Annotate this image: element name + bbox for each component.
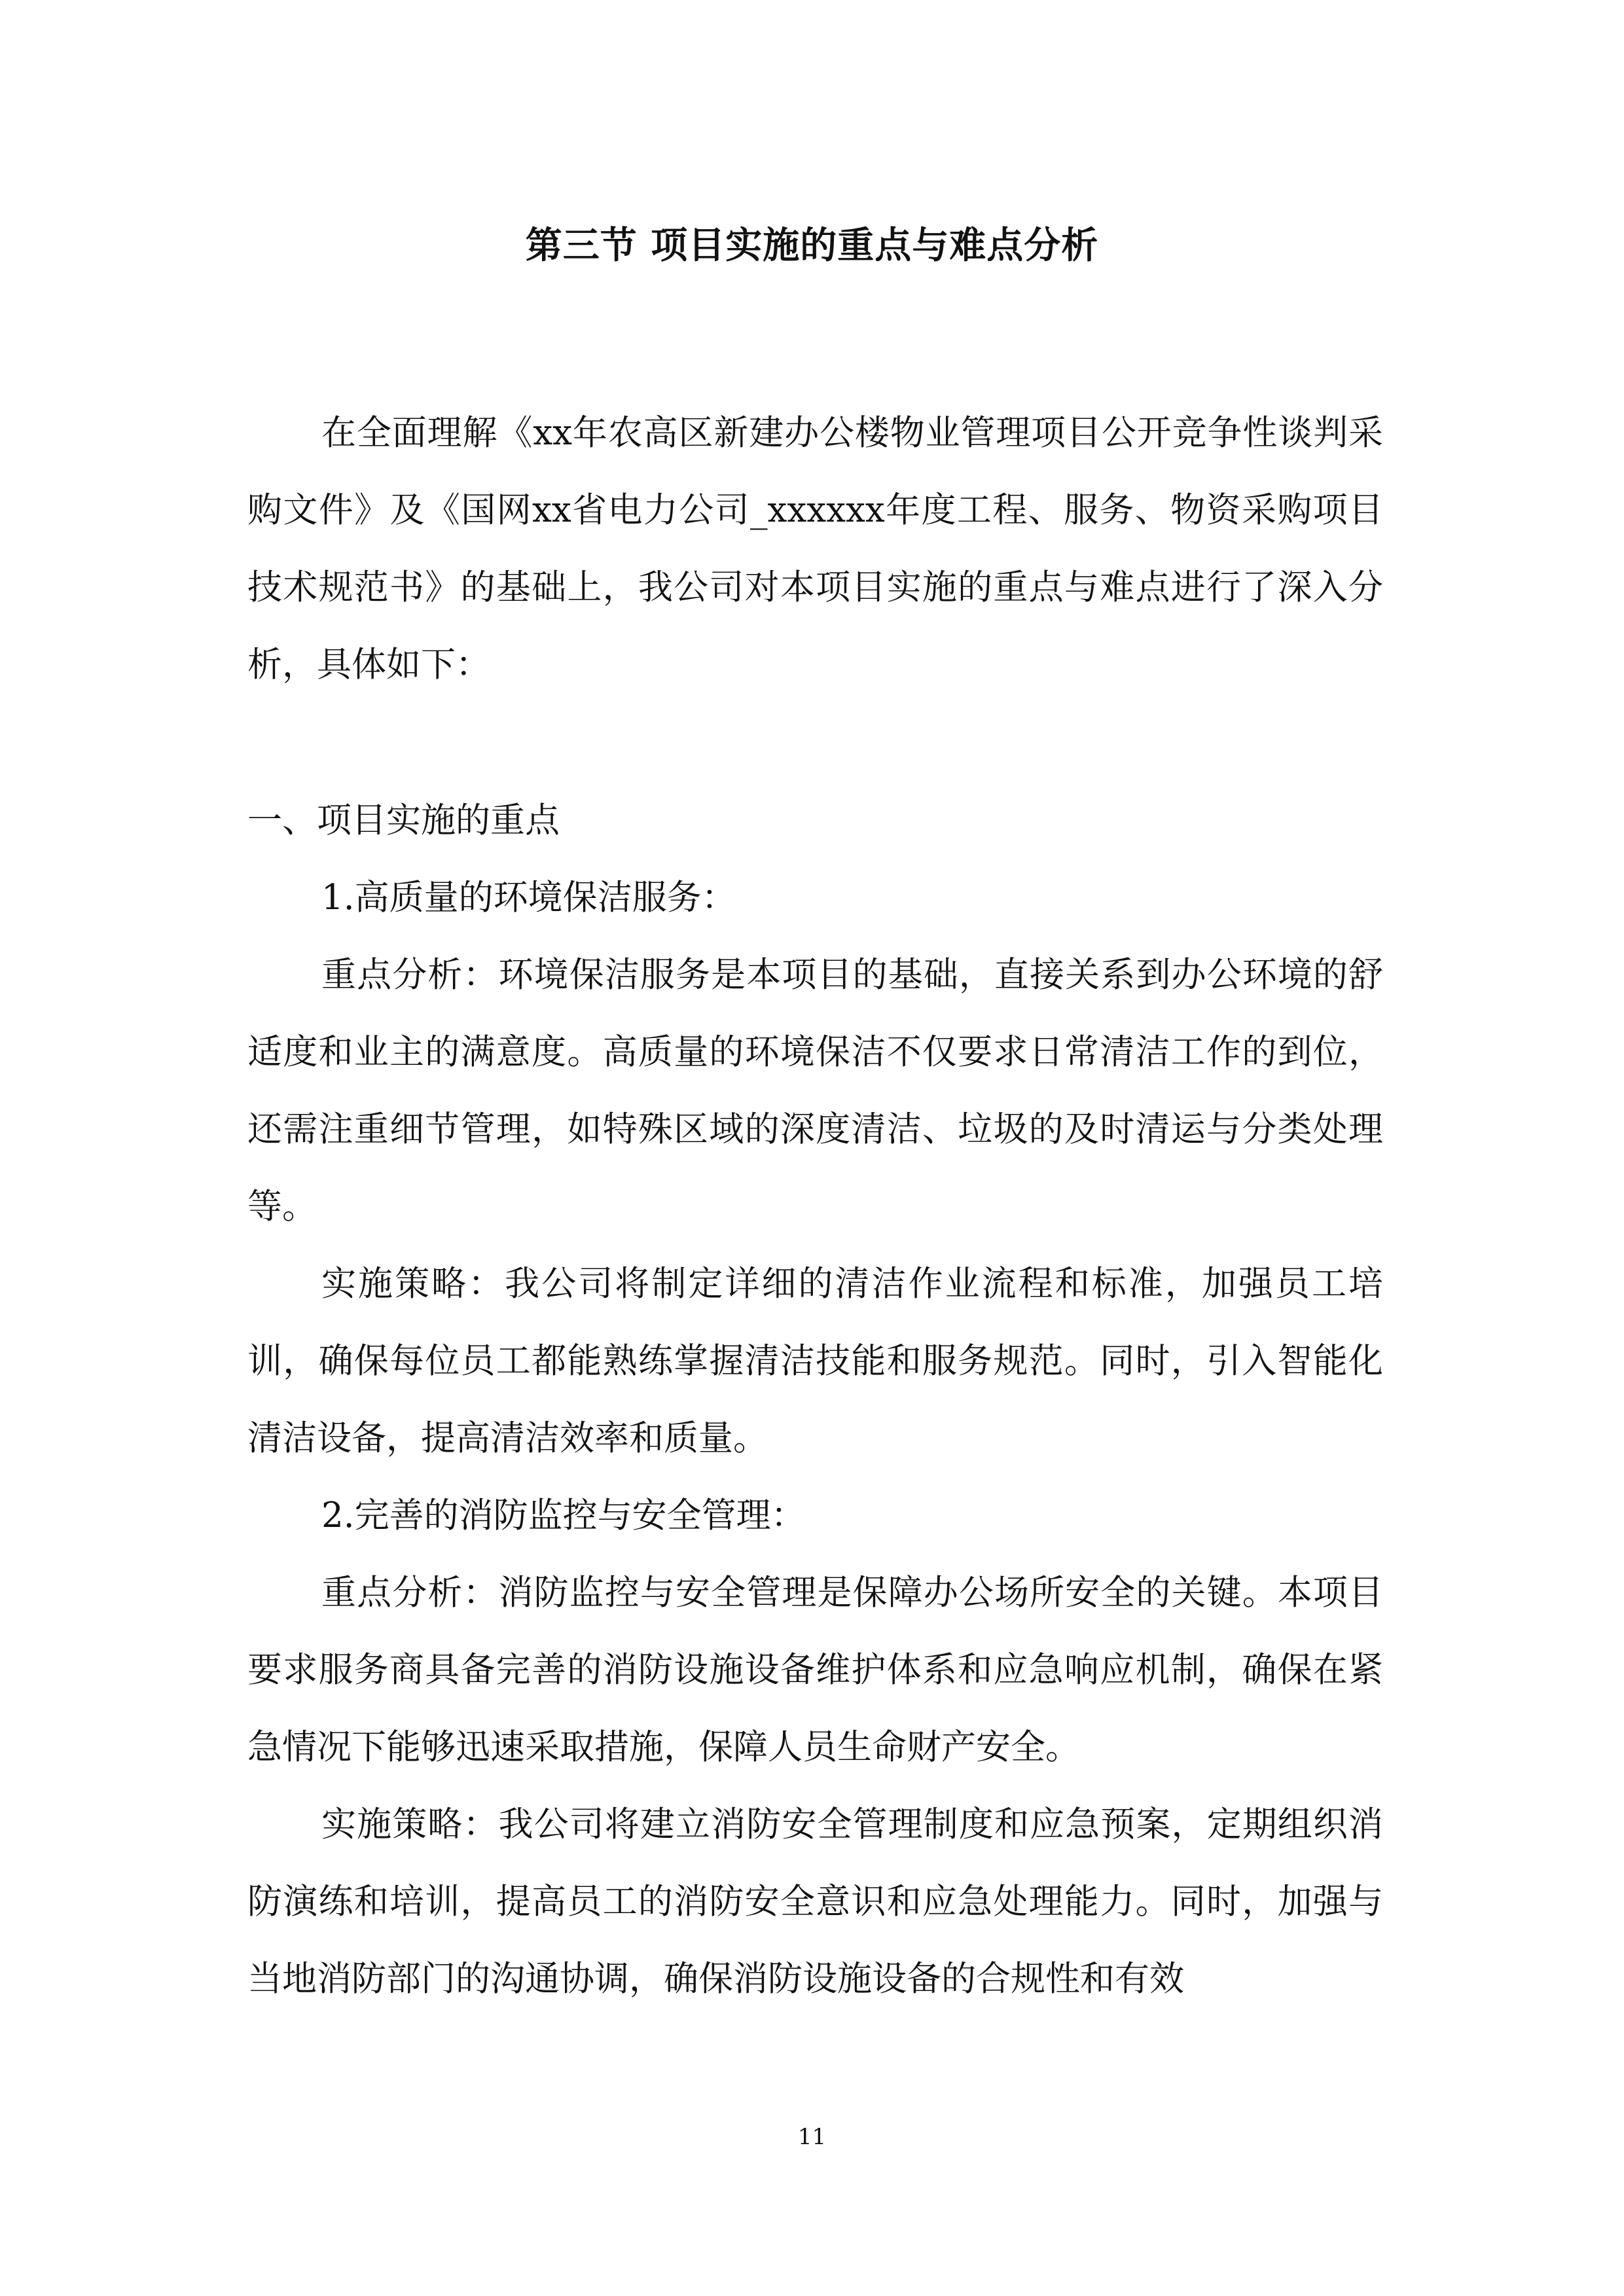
page-number: 11 <box>797 2124 827 2150</box>
item-2-strategy: 实施策略：我公司将建立消防安全管理制度和应急预案，定期组织消防演练和培训，提高员工的消防安全意识和应急处理能力。同时，加强与当地消防部门的沟通协调，确保消防设施设备的合规性和有效 <box>247 1804 1383 1999</box>
item-2-heading: 2.完善的消防监控与安全管理： <box>321 1496 806 1535</box>
item-1-heading: 1.高质量的环境保洁服务： <box>321 878 736 918</box>
intro-block <box>247 395 1383 704</box>
item-1-analysis: 重点分析：环境保洁服务是本项目的基础，直接关系到办公环境的舒适度和业主的满意度。高质量的环境保洁不仅要求日常清洁工作的到位，还需注重细节管理，如特殊区域的深度清洁、垃圾的及时清运与分类处理等。 <box>247 955 1383 1227</box>
section-heading: 一、项目实施的重点 <box>247 800 560 840</box>
item-2-analysis: 重点分析：消防监控与安全管理是保障办公场所安全的关键。本项目要求服务商具备完善的消防设施设备维护体系和应急响应机制，确保在紧急情况下能够迅速采取措施，保障人员生命财产安全。 <box>247 1573 1383 1767</box>
main-content <box>247 782 1383 2018</box>
section-title: 第三节 项目实施的重点与难点分析 <box>525 224 1099 267</box>
intro-paragraph: 在全面理解《xx年农高区新建办公楼物业管理项目公开竞争性谈判采购文件》及《国网xx省电力公司_xxxxxx年度工程、服务、物资采购项目技术规范书》的基础上，我公司对本项目实施的重点与难点进行了深入分析，具体如下： <box>247 413 1383 685</box>
item-1-strategy: 实施策略：我公司将制定详细的清洁作业流程和标准，加强员工培训，确保每位员工都能熟练掌握清洁技能和服务规范。同时，引入智能化清洁设备，提高清洁效率和质量。 <box>247 1264 1383 1458</box>
